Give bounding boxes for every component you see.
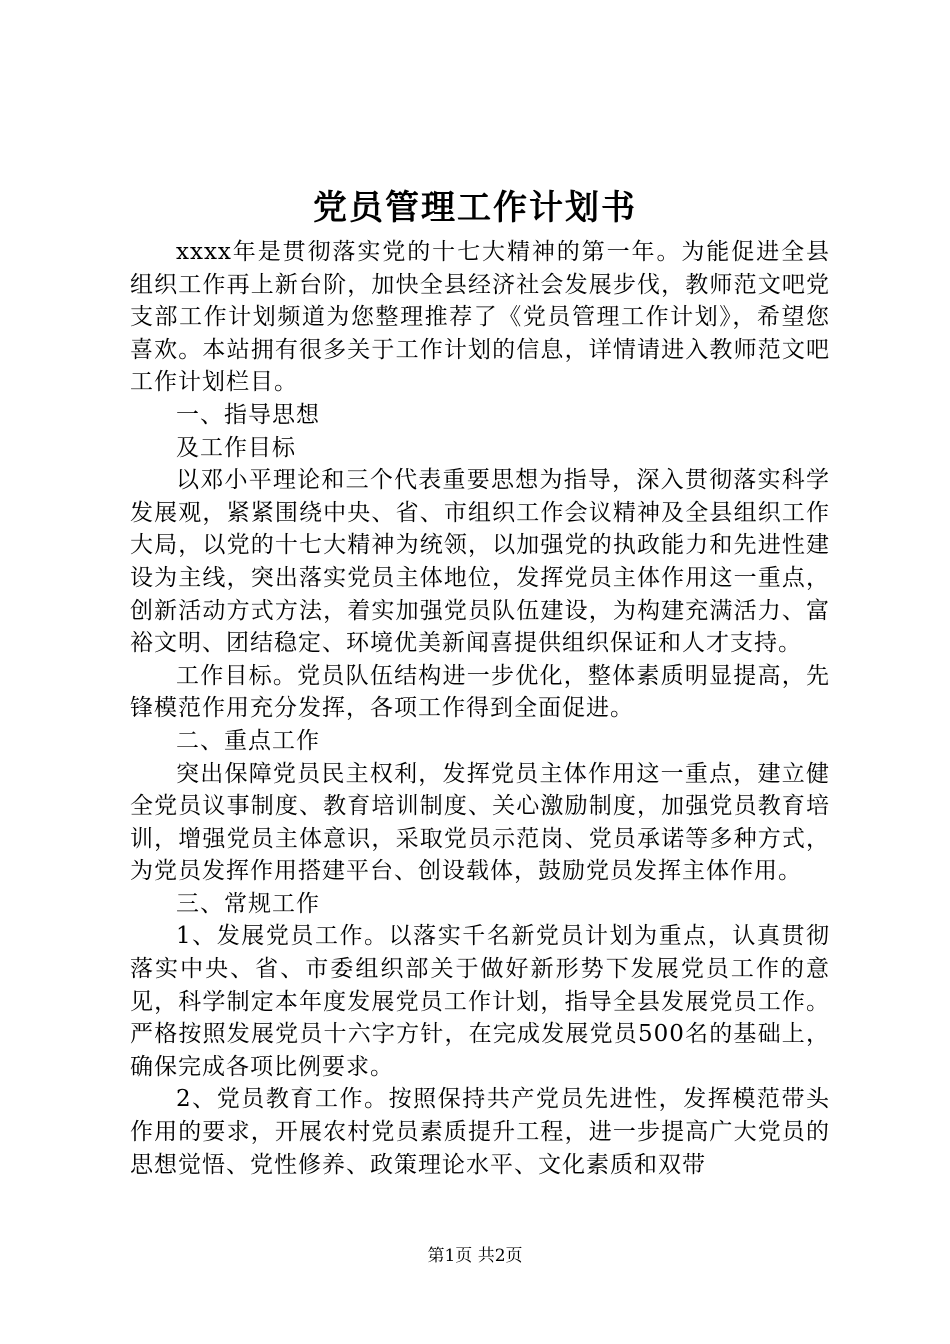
section-heading-guiding-thought: 一、指导思想 [176,401,320,428]
paragraph-member-education: 2、党员教育工作。按照保持共产党员先进性，发挥模范带头作用的要求，开展农村党员素质提升工程，进一步提高广大党员的思想觉悟、党性修养、政策理论水平、文化素质和双带 [130,1086,830,1178]
document-body [130,236,830,1181]
paragraph-work-goals: 工作目标。党员队伍结构进一步优化，整体素质明显提高，先锋模范作用充分发挥，各项工作得到全面促进。 [130,662,830,722]
document-title: 党员管理工作计划书 [313,188,637,228]
paragraph-member-development: 1、发展党员工作。以落实千名新党员计划为重点，认真贯彻落实中央、省、市委组织部关于做好新形势下发展党员工作的意见，科学制定本年度发展党员工作计划，指导全县发展党员工作。严格按照发展党员十六字方针，在完成发展党员500名的基础上，确保完成各项比例要求。 [130,923,830,1080]
section-heading-key-work: 二、重点工作 [176,727,320,754]
section-heading-routine-work: 三、常规工作 [176,890,320,917]
page-footer: 第1页 共2页 [427,1246,523,1266]
paragraph-intro: xxxx年是贯彻落实党的十七大精神的第一年。为能促进全县组织工作再上新台阶，加快全县经济社会发展步伐，教师范文吧党支部工作计划频道为您整理推荐了《党员管理工作计划》，希望您喜欢。本站拥有很多关于工作计划的信息，详情请进入教师范文吧工作计划栏目。 [130,239,830,396]
paragraph-key-work: 突出保障党员民主权利，发挥党员主体作用这一重点，建立健全党员议事制度、教育培训制度、关心激励制度，加强党员教育培训，增强党员主体意识，采取党员示范岗、党员承诺等多种方式，为党员发挥作用搭建平台、创设载体，鼓励党员发挥主体作用。 [130,760,830,885]
section-heading-work-goals: 及工作目标 [176,434,296,461]
paragraph-guiding-content: 以邓小平理论和三个代表重要思想为指导，深入贯彻落实科学发展观，紧紧围绕中央、省、市组织工作会议精神及全县组织工作大局，以党的十七大精神为统领，以加强党的执政能力和先进性建设为主线，突出落实党员主体地位，发挥党员主体作用这一重点，创新活动方式方法，着实加强党员队伍建设，为构建充满活力、富裕文明、团结稳定、环境优美新闻喜提供组织保证和人才支持。 [130,467,830,657]
